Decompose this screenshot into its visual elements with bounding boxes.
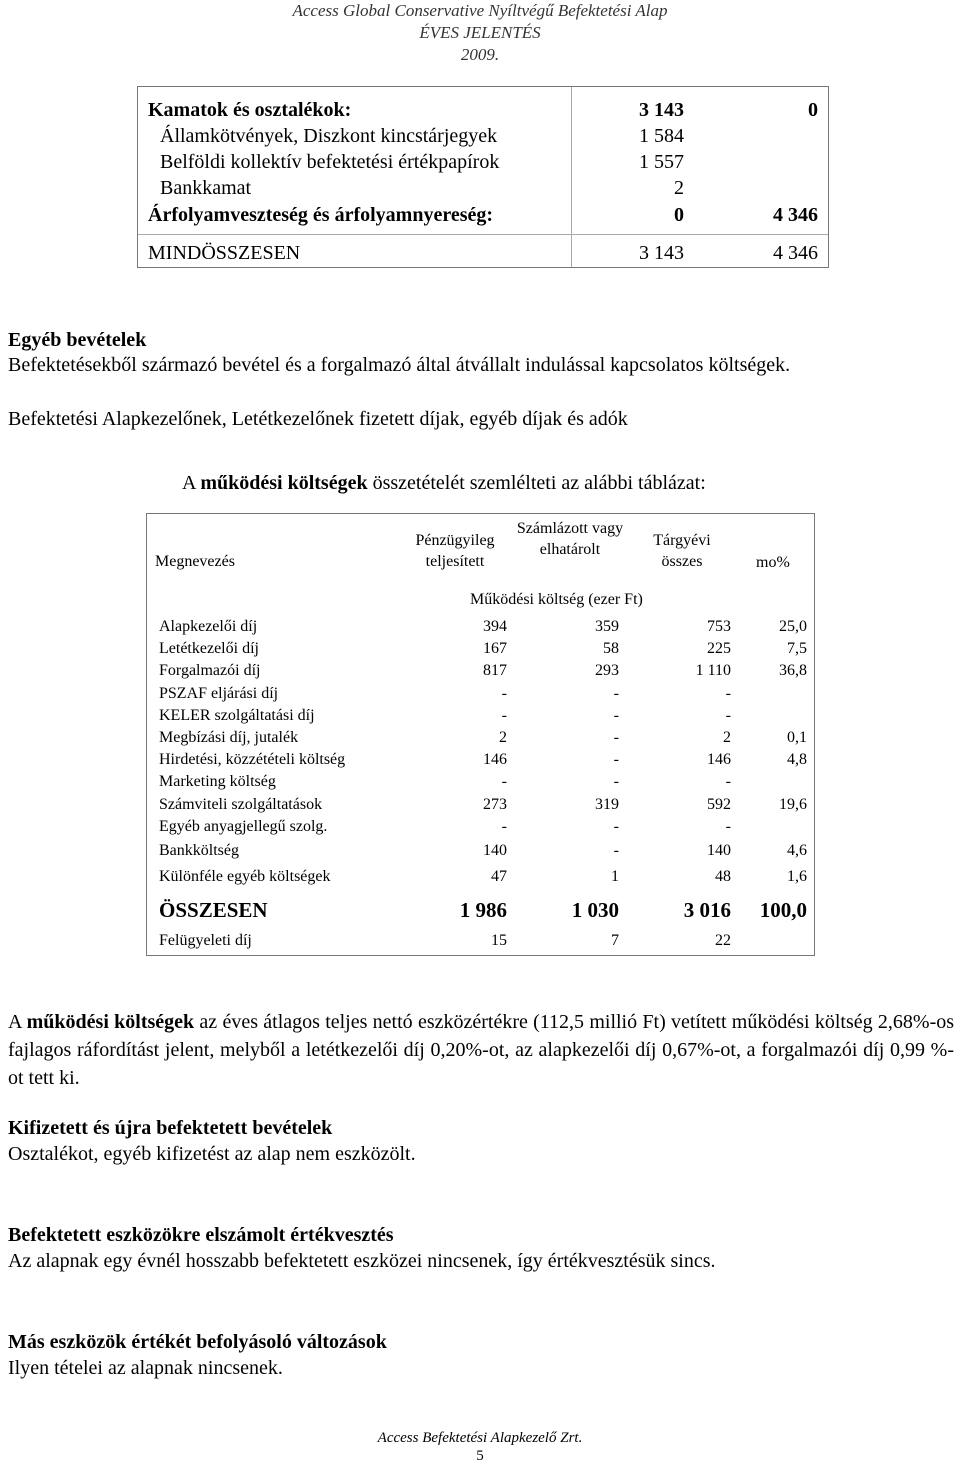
cost-cell-pct: 1,6 (787, 868, 807, 886)
header-year: 2009. (460, 45, 500, 64)
income-row-label: Belföldi kollektív befektetési értékpapírok (160, 151, 500, 173)
changes-title: Más eszközök értékét befolyásoló változások (8, 1331, 387, 1353)
income-table-total-divider (138, 234, 828, 235)
cost-cell-tot: 1 110 (695, 662, 731, 680)
income-row-label: Bankkamat (160, 177, 252, 199)
cost-total-pct: 100,0 (759, 898, 807, 922)
income-table-divider (571, 87, 572, 267)
footer-company: Access Befektetési Alapkezelő Zrt. (377, 1430, 583, 1446)
income-row-label: Kamatok és osztalékok: (148, 99, 352, 121)
cost-cell-name: Egyéb anyagjellegű szolg. (159, 817, 328, 835)
cost-intro-bold: működési költségek (200, 472, 368, 494)
cost-intro (182, 470, 706, 496)
income-row-v1: 1 557 (639, 151, 684, 173)
cost-cell-name: Bankköltség (159, 842, 239, 859)
income-row-v2: 4 346 (773, 204, 818, 226)
cost-cell-paid: 140 (483, 842, 507, 859)
income-row-label: Államkötvények, Diszkont kincstárjegyek (160, 125, 498, 147)
income-row-label: Árfolyamveszteség és árfolyamnyereség: (148, 204, 494, 226)
cost-cell-tot: - (725, 684, 731, 702)
cost-cell-inv: - (613, 729, 619, 746)
cost-cell-inv: - (613, 706, 619, 724)
income-row-v1: 3 143 (639, 99, 684, 121)
cost-cell-pct: 4,6 (787, 842, 807, 859)
cost-cell-pct: 0,1 (787, 729, 807, 746)
cost-cell-inv: - (613, 773, 619, 791)
cost-cell-paid: 817 (483, 662, 507, 680)
cost-cell-name: Megbízási díj, jutalék (159, 729, 299, 746)
cost-cell-inv: 1 (611, 868, 619, 886)
income-total-v1: 3 143 (639, 242, 684, 264)
header-fund-name: Access Global Conservative Nyíltvégű Befektetési Alap (292, 1, 668, 20)
supervision-inv: 7 (611, 932, 619, 949)
changes-text: Ilyen tételei az alapnak nincsenek. (8, 1357, 283, 1379)
cost-cell-tot: 48 (715, 868, 731, 886)
cost-cell-inv: - (613, 684, 619, 702)
cost-cell-tot: 146 (707, 751, 731, 769)
cost-table (146, 513, 815, 956)
cost-para-text: az éves átlagos teljes nettó eszközértékre (112,5 millió Ft) vetített működési költség 2,68%-os fajlagos ráfordítást jelent, melyből a letétkezelői díj 0,20%-ot, az alapkezelői díj 0,67%-ot, a forgalmazói díj 0,99 %-ot tett ki. (8, 1011, 955, 1089)
income-row-v1: 0 (674, 204, 684, 226)
cost-cell-pct: 19,6 (779, 795, 807, 813)
cost-cell-inv: 293 (595, 662, 619, 680)
cost-cell-paid: - (501, 817, 507, 835)
cost-cell-pct: 25,0 (779, 618, 807, 635)
impairment-text: Az alapnak egy évnél hosszabb befektetett eszközei nincsenek, így értékvesztésük sincs. (8, 1250, 716, 1272)
income-row-v2: 0 (808, 99, 818, 121)
other-income-text: Befektetésekből származó bevétel és a forgalmazó által átvállalt indulással kapcsolatos költségek. (8, 354, 791, 376)
cost-cell-inv: - (613, 842, 619, 859)
cost-cell-inv: - (613, 817, 619, 835)
cost-cell-paid: - (501, 773, 507, 791)
cost-intro-post: összetételét szemlélteti az alábbi táblázat: (367, 472, 706, 494)
cost-total-inv: 1 030 (571, 898, 619, 922)
cost-cell-paid: 394 (483, 618, 507, 635)
cost-cell-inv: 58 (603, 640, 619, 658)
cost-cell-name: Hirdetési, közzétételi költség (159, 751, 346, 769)
cost-cell-name: KELER szolgáltatási díj (159, 706, 315, 724)
cost-header-paid: Pénzügyileg teljesített (415, 532, 495, 570)
cost-cell-tot: - (725, 773, 731, 791)
cost-para-pre: A (8, 1011, 27, 1033)
income-total-label: MINDÖSSZESEN (148, 242, 301, 264)
cost-cell-inv: 359 (595, 618, 619, 635)
cost-cell-paid: 2 (499, 729, 507, 746)
cost-cell-name: Forgalmazói díj (159, 662, 261, 680)
header-report-title: ÉVES JELENTÉS (419, 23, 541, 42)
fees-title: Befektetési Alapkezelőnek, Letétkezelőnek fizetett díjak, egyéb díjak és adók (8, 408, 628, 430)
cost-cell-name: Alapkezelői díj (159, 618, 258, 635)
cost-cell-paid: 47 (491, 868, 507, 886)
income-total-v2: 4 346 (773, 242, 818, 264)
cost-cell-name: Letétkezelői díj (159, 640, 259, 658)
cost-cell-tot: 140 (707, 842, 731, 859)
cost-cell-pct: 4,8 (787, 751, 807, 769)
impairment-title: Befektetett eszközökre elszámolt értékvesztés (8, 1224, 394, 1246)
cost-cell-tot: - (725, 817, 731, 835)
supervision-name: Felügyeleti díj (159, 932, 252, 949)
cost-cell-tot: - (725, 706, 731, 724)
cost-para-bold: működési költségek (26, 1011, 195, 1033)
cost-cell-pct: 7,5 (787, 640, 807, 658)
cost-cell-name: Marketing költség (159, 773, 276, 791)
cost-header-name: Megnevezés (155, 553, 235, 570)
cost-total-paid: 1 986 (459, 898, 507, 922)
cost-cell-pct: 36,8 (779, 662, 807, 680)
cost-cell-paid: 273 (483, 795, 507, 813)
payout-title: Kifizetett és újra befektetett bevételek (8, 1117, 333, 1139)
cost-cell-paid: 146 (483, 751, 507, 769)
income-table (137, 86, 829, 268)
supervision-paid: 15 (491, 932, 507, 949)
cost-header-total: Tárgyévi összes (653, 532, 711, 570)
supervision-tot: 22 (715, 932, 731, 949)
cost-header-invoiced: Számlázott vagy elhatárolt (516, 520, 624, 558)
cost-total-name: ÖSSZESEN (159, 898, 268, 922)
payout-text: Osztalékot, egyéb kifizetést az alap nem eszközölt. (8, 1143, 416, 1165)
cost-cell-name: Különféle egyéb költségek (159, 868, 331, 886)
income-row-v1: 2 (674, 177, 684, 199)
other-income-title: Egyéb bevételek (8, 329, 147, 351)
cost-cell-paid: - (501, 706, 507, 724)
cost-header-unit: Működési költség (ezer Ft) (470, 591, 643, 608)
footer-page-number: 5 (476, 1448, 484, 1464)
cost-paragraph (8, 1008, 954, 1092)
cost-total-tot: 3 016 (683, 898, 731, 922)
cost-cell-tot: 225 (707, 640, 731, 658)
cost-cell-inv: - (613, 751, 619, 769)
cost-cell-tot: 592 (707, 795, 731, 813)
cost-header-pct: mo% (756, 554, 790, 571)
cost-cell-paid: 167 (483, 640, 507, 658)
cost-cell-name: Számviteli szolgáltatások (159, 795, 323, 813)
cost-cell-name: PSZAF eljárási díj (159, 684, 279, 702)
cost-cell-tot: 753 (707, 618, 731, 635)
income-row-v1: 1 584 (639, 125, 684, 147)
cost-cell-tot: 2 (723, 729, 731, 746)
cost-cell-paid: - (501, 684, 507, 702)
cost-cell-inv: 319 (595, 795, 619, 813)
cost-intro-pre: A (182, 472, 201, 494)
